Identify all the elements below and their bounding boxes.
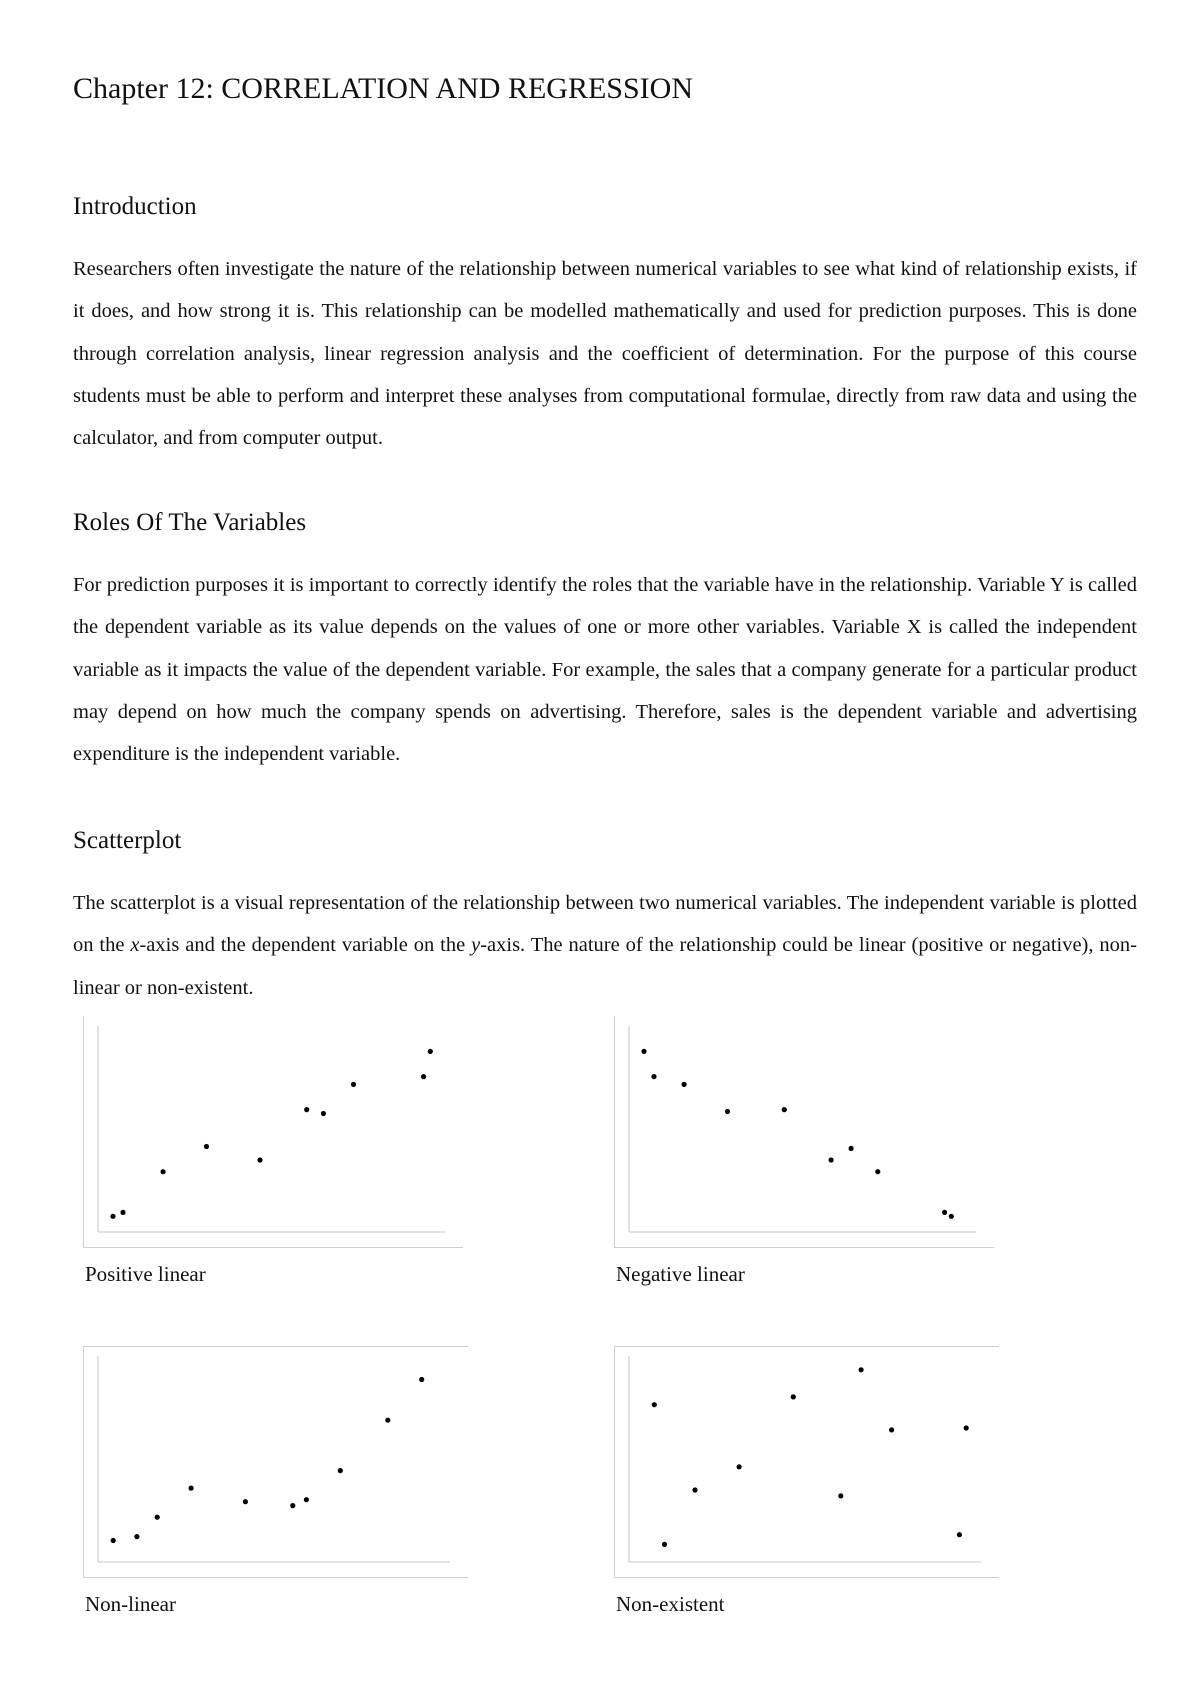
heading-roles-of-the-variables: Roles Of The Variables [73,509,307,536]
negative-linear-point-5 [782,1107,787,1112]
non-existent-point-4 [737,1464,742,1469]
non-linear-point-2 [134,1534,139,1539]
scatterplot-non-linear [83,1346,468,1578]
heading-introduction: Introduction [73,193,197,220]
positive-linear-point-10 [428,1049,433,1054]
non-linear-point-6 [290,1503,295,1508]
positive-linear-point-8 [351,1082,356,1087]
non-linear-point-1 [111,1538,116,1543]
scatterplot-text-part-1: The scatterplot is a visual representation of the relationship between two numerical variables. The independent variable is plotted on the [73,892,1137,957]
scatterplot-non-existent-svg [614,1346,999,1578]
non-existent-point-7 [859,1367,864,1372]
positive-linear-point-3 [161,1169,166,1174]
non-existent-point-9 [957,1532,962,1537]
non-linear-point-8 [338,1468,343,1473]
paragraph-roles: For prediction purposes it is important to correctly identify the roles that the variable have in the relationship. Variable Y is called the dependent variable as its value depends on the values of one or more other variables. Variable X is called the independent variable as it impacts the value of the dependent variable. For example, the sales that a company generate for a particular product may depend on how much the company spends on advertising. Therefore, sales is the dependent variable and advertising expenditure is the independent variable. [73,574,1137,766]
negative-linear-point-4 [725,1109,730,1114]
non-existent-point-1 [652,1402,657,1407]
paragraph-introduction: Researchers often investigate the nature of the relationship between numerical variables to see what kind of relationship exists, if it does, and how strong it is. This relationship can be modelled mathematically and used for prediction purposes. This is done through correlation analysis, linear regression analysis and the coefficient of determination. For the purpose of this course students must be able to perform and interpret these analyses from computational formulae, directly from raw data and using the calculator, and from computer output. [73,258,1137,450]
non-existent-point-10 [964,1425,969,1430]
negative-linear-point-8 [875,1169,880,1174]
caption-non-existent: Non-existent [616,1592,725,1616]
scatterplot-text-part-3: -axis. The nature of the relationship could be linear (positive or negative), non-linear or non-existent. [73,934,1137,999]
scatterplot-negative-linear [614,1016,994,1248]
negative-linear-point-2 [651,1074,656,1079]
positive-linear-point-2 [120,1210,125,1215]
negative-linear-point-7 [849,1146,854,1151]
x-axis-symbol: x [130,934,140,957]
scatterplot-text-part-2: -axis and the dependent variable on the [139,934,472,957]
positive-linear-point-9 [421,1074,426,1079]
negative-linear-point-6 [829,1157,834,1162]
scatterplot-negative-linear-svg [614,1016,994,1248]
paragraph-scatterplot [73,882,1137,1009]
chapter-title: Chapter 12: CORRELATION AND REGRESSION [73,72,693,105]
positive-linear-point-1 [110,1214,115,1219]
scatterplot-positive-linear-svg [83,1016,463,1248]
positive-linear-point-4 [204,1144,209,1149]
caption-negative-linear: Negative linear [616,1262,745,1286]
caption-non-linear: Non-linear [85,1592,176,1616]
non-linear-point-10 [419,1377,424,1382]
positive-linear-point-5 [257,1157,262,1162]
non-linear-point-9 [385,1418,390,1423]
heading-scatterplot: Scatterplot [73,827,182,854]
non-existent-point-6 [838,1493,843,1498]
non-existent-point-8 [889,1427,894,1432]
non-existent-point-5 [791,1394,796,1399]
caption-positive-linear: Positive linear [85,1262,206,1286]
non-existent-point-2 [662,1542,667,1547]
negative-linear-point-1 [641,1049,646,1054]
positive-linear-point-6 [304,1107,309,1112]
y-axis-symbol: y [471,934,481,957]
non-existent-point-3 [692,1487,697,1492]
negative-linear-point-3 [682,1082,687,1087]
non-linear-point-4 [189,1486,194,1491]
scatterplot-non-linear-svg [83,1346,468,1578]
non-linear-point-7 [304,1497,309,1502]
scatterplot-non-existent [614,1346,999,1578]
negative-linear-point-9 [942,1210,947,1215]
non-linear-point-3 [155,1515,160,1520]
non-linear-point-5 [243,1499,248,1504]
scatterplot-positive-linear [83,1016,463,1248]
negative-linear-point-10 [949,1214,954,1219]
positive-linear-point-7 [321,1111,326,1116]
